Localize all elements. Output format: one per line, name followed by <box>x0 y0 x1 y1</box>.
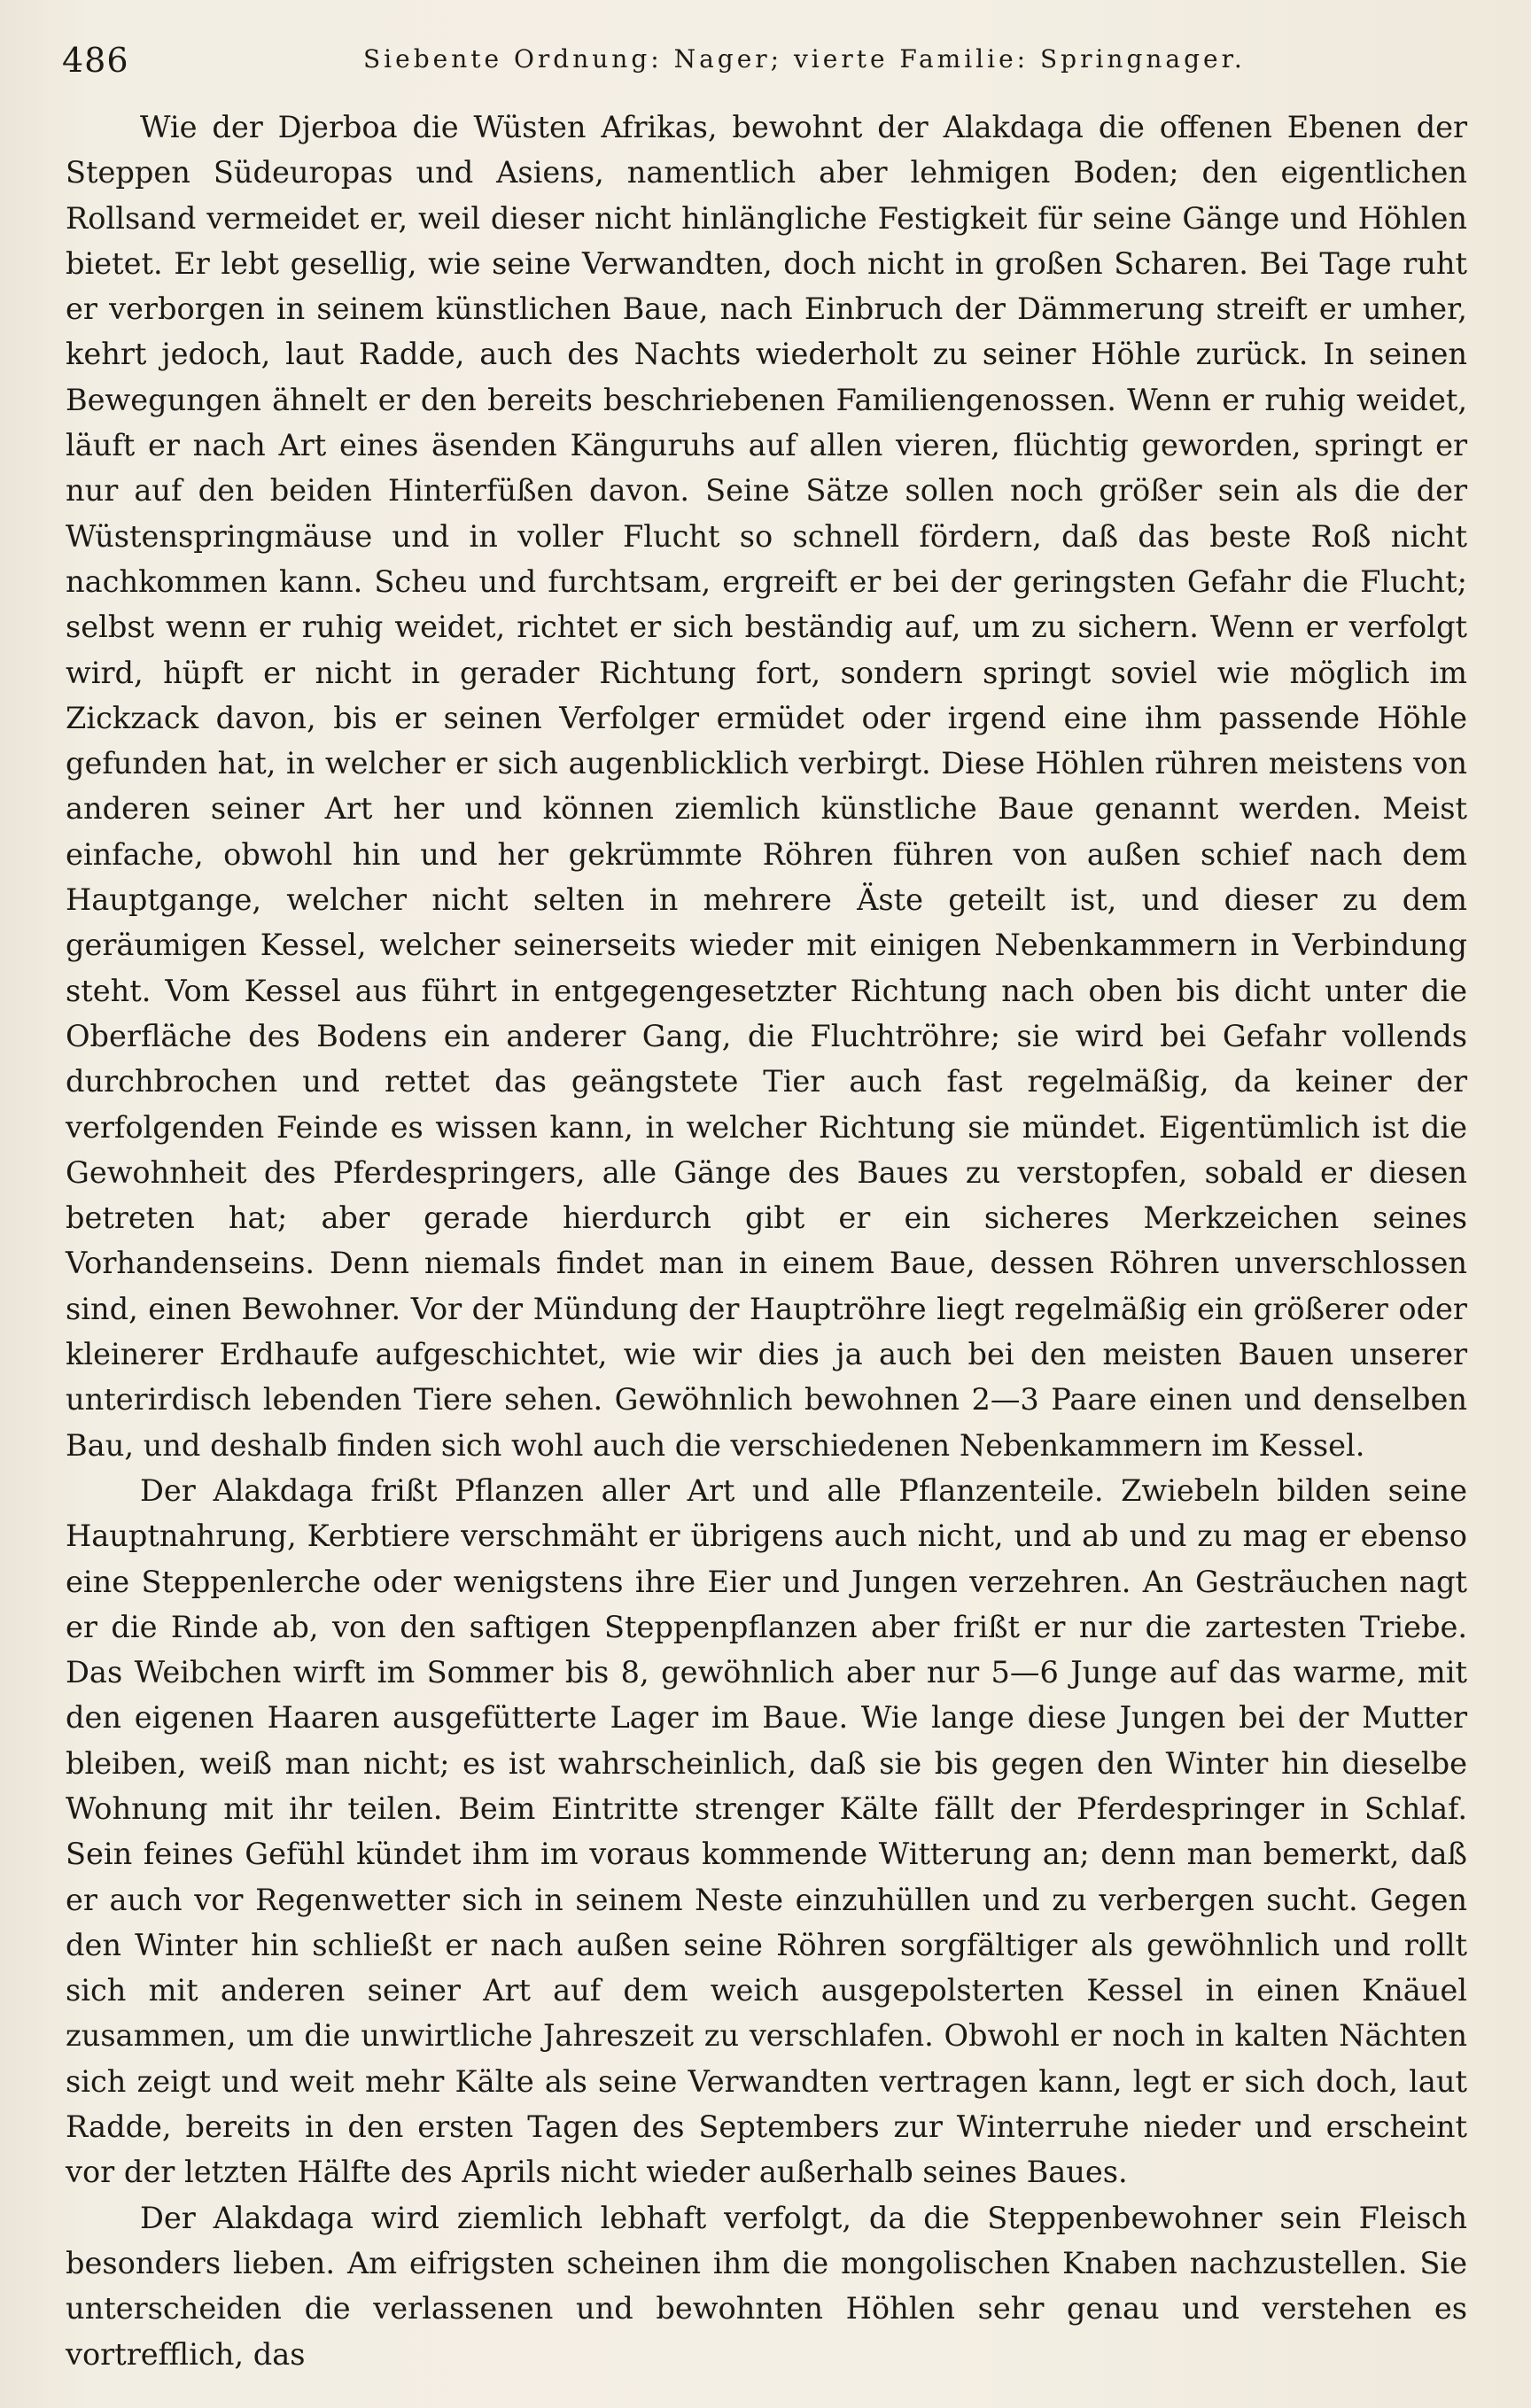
page-header <box>62 41 1480 85</box>
body-text <box>66 105 1467 2377</box>
paragraph: Der Alakdaga frißt Pflanzen aller Art und alle Pflanzenteile. Zwiebeln bilden seine Hauptnahrung, Kerbtiere verschmäht er übrigens auch nicht, und ab und zu mag er ebenso eine Steppenlerche oder wenigstens ihre Eier und Jungen verzehren. An Gesträuchen nagt er die Rinde ab, von den saftigen Steppenpflanzen aber frißt er nur die zartesten Triebe. Das Weibchen wirft im Sommer bis 8, gewöhnlich aber nur 5—6 Junge auf das warme, mit den eigenen Haaren ausgefütterte Lager im Baue. Wie lange diese Jungen bei der Mutter bleiben, weiß man nicht; es ist wahrscheinlich, daß sie bis gegen den Winter hin dieselbe Wohnung mit ihr teilen. Beim Eintritte strenger Kälte fällt der Pferdespringer in Schlaf. Sein feines Gefühl kündet ihm im voraus kommende Witterung an; denn man bemerkt, daß er auch vor Regenwetter sich in seinem Neste einzuhüllen und zu verbergen sucht. Gegen den Winter hin schließt er nach außen seine Röhren sorgfältiger als gewöhnlich und rollt sich mit anderen seiner Art auf dem weich ausgepolsterten Kessel in einen Knäuel zusammen, um die unwirtliche Jahreszeit zu verschlafen. Obwohl er noch in kalten Nächten sich zeigt und weit mehr Kälte als seine Verwandten vertragen kann, legt er sich doch, laut Radde, bereits in den ersten Tagen des Septembers zur Winterruhe nieder und erscheint vor der letzten Hälfte des Aprils nicht wieder außerhalb seines Baues. <box>66 1472 1467 2190</box>
running-head: Siebente Ordnung: Nager; vierte Familie: Springnager. <box>363 44 1246 74</box>
paragraph: Der Alakdaga wird ziemlich lebhaft verfolgt, da die Steppenbewohner sein Fleisch besonders lieben. Am eifrigsten scheinen ihm die mongolischen Knaben nachzustellen. Sie unterscheiden die verlassenen und bewohnten Höhlen sehr genau und verstehen es vortrefflich, das <box>66 2200 1467 2372</box>
page-number: 486 <box>62 41 129 80</box>
paragraph: Wie der Djerboa die Wüsten Afrikas, bewohnt der Alakdaga die offenen Ebenen der Steppen Südeuropas und Asiens, namentlich aber lehmigen Boden; den eigentlichen Rollsand vermeidet er, weil dieser nicht hinlängliche Festigkeit für seine Gänge und Höhlen bietet. Er lebt gesellig, wie seine Verwandten, doch nicht in großen Scharen. Bei Tage ruht er verborgen in seinem künstlichen Baue, nach Einbruch der Dämmerung streift er umher, kehrt jedoch, laut Radde, auch des Nachts wiederholt zu seiner Höhle zurück. In seinen Bewegungen ähnelt er den bereits beschriebenen Familiengenossen. Wenn er ruhig weidet, läuft er nach Art eines äsenden Känguruhs auf allen vieren, flüchtig geworden, springt er nur auf den beiden Hinterfüßen davon. Seine Sätze sollen noch größer sein als die der Wüstenspringmäuse und in voller Flucht so schnell fördern, daß das beste Roß nicht nachkommen kann. Scheu und furchtsam, ergreift er bei der geringsten Gefahr die Flucht; selbst wenn er ruhig weidet, richtet er sich beständig auf, um zu sichern. Wenn er verfolgt wird, hüpft er nicht in gerader Richtung fort, sondern springt soviel wie möglich im Zickzack davon, bis er seinen Verfolger ermüdet oder irgend eine ihm passende Höhle gefunden hat, in welcher er sich augenblicklich verbirgt. Diese Höhlen rühren meistens von anderen seiner Art her und können ziemlich künstliche Baue genannt werden. Meist einfache, obwohl hin und her gekrümmte Röhren führen von außen schief nach dem Hauptgange, welcher nicht selten in mehrere Äste geteilt ist, und dieser zu dem geräumigen Kessel, welcher seinerseits wieder mit einigen Nebenkammern in Verbindung steht. Vom Kessel aus führt in entgegengesetzter Richtung nach oben bis dicht unter die Oberfläche des Bodens ein anderer Gang, die Fluchtröhre; sie wird bei Gefahr vollends durchbrochen und rettet das geängstete Tier auch fast regelmäßig, da keiner der verfolgenden Feinde es wissen kann, in welcher Richtung sie mündet. Eigentümlich ist die Gewohnheit des Pferdespringers, alle Gänge des Baues zu verstopfen, sobald er diesen betreten hat; aber gerade hierdurch gibt er ein sicheres Merkzeichen seines Vorhandenseins. Denn niemals findet man in einem Baue, dessen Röhren unverschlossen sind, einen Bewohner. Vor der Mündung der Hauptröhre liegt regelmäßig ein größerer oder kleinerer Erdhaufe aufgeschichtet, wie wir dies ja auch bei den meisten Bauen unserer unterirdisch lebenden Tiere sehen. Gewöhnlich bewohnen 2—3 Paare einen und denselben Bau, und deshalb finden sich wohl auch die verschiedenen Nebenkammern im Kessel. <box>66 110 1467 1463</box>
